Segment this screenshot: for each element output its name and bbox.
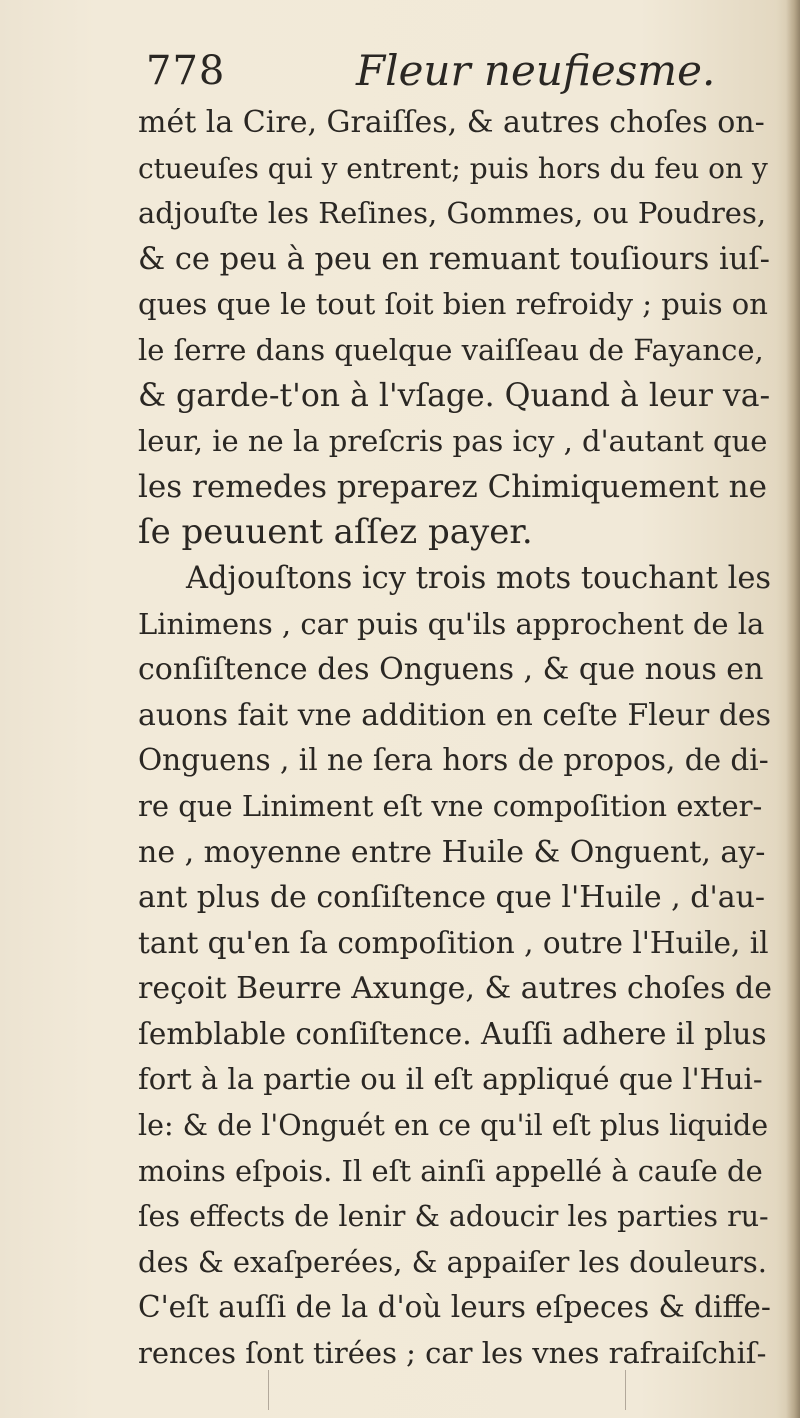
page-edge-shadow <box>786 0 800 1418</box>
paragraph-start-line: Adjouſtons icy trois mots touchant les <box>186 560 772 596</box>
page-header <box>146 46 766 98</box>
text-line: & garde-t'on à l'vſage. Quand à leur va- <box>138 377 771 414</box>
text-line: ſes effects de lenir & adoucir les parties ru- <box>138 1200 769 1234</box>
text-line: & ce peu à peu en remuant touſiours iuſ- <box>138 241 770 277</box>
text-line: ſe peuuent aſſez payer. <box>138 512 533 553</box>
text-line: conſiſtence des Onguens , & que nous en <box>138 652 764 688</box>
text-line: Linimens , car puis qu'ils approchent de la <box>138 606 765 641</box>
text-line: ant plus de conſiſtence que l'Huile , d'au- <box>138 880 766 916</box>
text-line: Onguens , il ne ſera hors de propos, de di- <box>138 743 769 778</box>
text-line: auons fait vne addition en ceſte Fleur des <box>138 697 772 733</box>
text-line: mét la Cire, Graiſſes, & autres choſes on- <box>138 105 765 140</box>
running-title: Fleur neufiesme. <box>356 46 716 95</box>
text-line: adjouſte les Reſines, Gommes, ou Poudres, <box>138 196 767 231</box>
text-line: les remedes preparez Chimiquement ne <box>138 468 767 505</box>
page-number: 778 <box>146 48 226 94</box>
text-line: moins eſpois. Il eſt ainſi appellé à cauſe de <box>138 1153 763 1188</box>
text-line: ctueuſes qui y entrent; puis hors du feu on y <box>138 151 768 185</box>
text-line: leur, ie ne la preſcris pas icy , d'autant que <box>138 424 768 459</box>
text-line: fort à la partie ou il eſt appliqué que l'Hui- <box>138 1062 763 1097</box>
text-line: ſemblable conſiſtence. Auſſi adhere il plus <box>138 1016 767 1051</box>
ink-mark <box>625 1370 627 1410</box>
text-line: le ſerre dans quelque vaiſſeau de Fayance, <box>138 332 764 367</box>
text-line: ques que le tout ſoit bien refroidy ; puis on <box>138 287 768 322</box>
text-line: rences ſont tirées ; car les vnes rafraiſchiſ- <box>138 1336 767 1371</box>
text-line: reçoit Beurre Axunge, & autres choſes de <box>138 971 772 1007</box>
text-line: ne , moyenne entre Huile & Onguent, ay- <box>138 834 766 870</box>
text-line: re que Liniment eſt vne compoſition exter- <box>138 788 763 823</box>
text-line: des & exaſperées, & appaiſer les douleurs. <box>138 1244 767 1279</box>
ink-mark <box>268 1370 270 1410</box>
body-text <box>138 100 772 1377</box>
text-line: C'eſt auſſi de la d'où leurs eſpeces & diffe- <box>138 1290 771 1325</box>
text-line: le: & de l'Onguét en ce qu'il eſt plus liquide <box>138 1109 769 1143</box>
text-line: tant qu'en ſa compoſition , outre l'Huile, il <box>138 925 769 960</box>
